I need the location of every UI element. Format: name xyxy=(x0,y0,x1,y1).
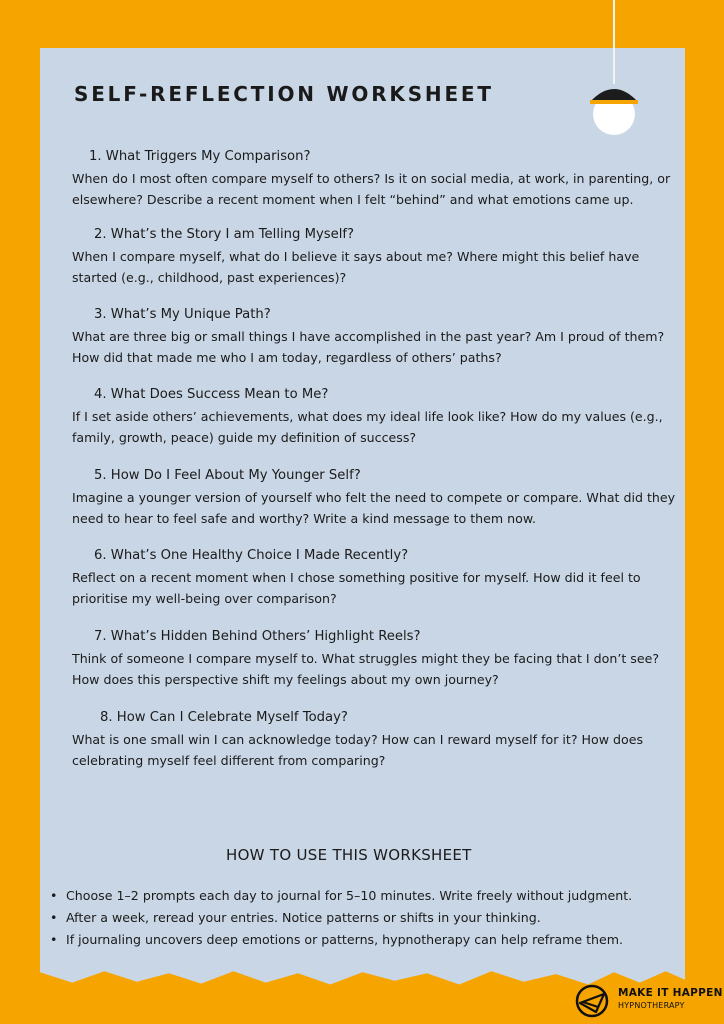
question-heading: 1. What Triggers My Comparison? xyxy=(89,149,311,164)
question-7 xyxy=(72,626,682,690)
question-body: When do I most often compare myself to others? Is it on social media, at work, in parenting, or elsewhere? Describe a recent moment when I felt “behind” and what emotions came up. xyxy=(72,171,671,207)
question-body: Reflect on a recent moment when I chose something positive for myself. How did it feel to prioritise my well-being over comparison? xyxy=(72,570,641,606)
question-2 xyxy=(72,224,682,288)
lamp-cord xyxy=(613,0,615,84)
brand-logo-icon xyxy=(574,983,610,1019)
question-3 xyxy=(72,304,682,368)
list-item: • If journaling uncovers deep emotions or patterns, hypnotherapy can help reframe them. xyxy=(48,929,688,951)
how-to-list xyxy=(48,885,688,951)
question-6 xyxy=(72,545,682,609)
list-item: • After a week, reread your entries. Notice patterns or shifts in your thinking. xyxy=(48,907,688,929)
question-body: Imagine a younger version of yourself who felt the need to compete or compare. What did they need to hear to feel safe and worthy? Write a kind message to them now. xyxy=(72,490,676,526)
question-heading: 3. What’s My Unique Path? xyxy=(94,307,271,322)
question-heading: 2. What’s the Story I am Telling Myself? xyxy=(94,227,355,242)
question-heading: 6. What’s One Healthy Choice I Made Recently? xyxy=(94,548,409,563)
list-item: • Choose 1–2 prompts each day to journal for 5–10 minutes. Write freely without judgment. xyxy=(48,885,688,907)
question-5 xyxy=(72,465,682,529)
question-body: Think of someone I compare myself to. What struggles might they be facing that I don’t see? How does this perspective shift my feelings about my own journey? xyxy=(72,651,660,687)
question-heading: 4. What Does Success Mean to Me? xyxy=(94,387,329,402)
brand-logo xyxy=(574,983,723,1019)
brand-name: MAKE IT HAPPEN xyxy=(618,987,723,999)
hanging-lamp-icon xyxy=(588,80,640,138)
how-to-title: HOW TO USE THIS WORKSHEET xyxy=(226,846,472,864)
question-body: If I set aside others’ achievements, what does my ideal life look like? How do my values (e.g., family, growth, peace) guide my definition of success? xyxy=(72,409,663,445)
question-8 xyxy=(72,707,682,771)
question-body: What is one small win I can acknowledge today? How can I reward myself for it? How does celebrating myself feel different from comparing? xyxy=(72,732,644,768)
question-heading: 5. How Do I Feel About My Younger Self? xyxy=(94,468,361,483)
worksheet-title: SELF-REFLECTION WORKSHEET xyxy=(74,82,494,106)
question-1 xyxy=(72,146,682,210)
brand-subtitle: HYPNOTHERAPY xyxy=(618,1001,685,1010)
question-heading: 8. How Can I Celebrate Myself Today? xyxy=(100,710,348,725)
question-heading: 7. What’s Hidden Behind Others’ Highlight Reels? xyxy=(94,629,421,644)
question-body: When I compare myself, what do I believe it says about me? Where might this belief have started (e.g., childhood, past experiences)? xyxy=(72,249,640,285)
question-body: What are three big or small things I have accomplished in the past year? Am I proud of them? How did that made me who I am today, regardless of others’ paths? xyxy=(72,329,665,365)
question-4 xyxy=(72,384,682,448)
